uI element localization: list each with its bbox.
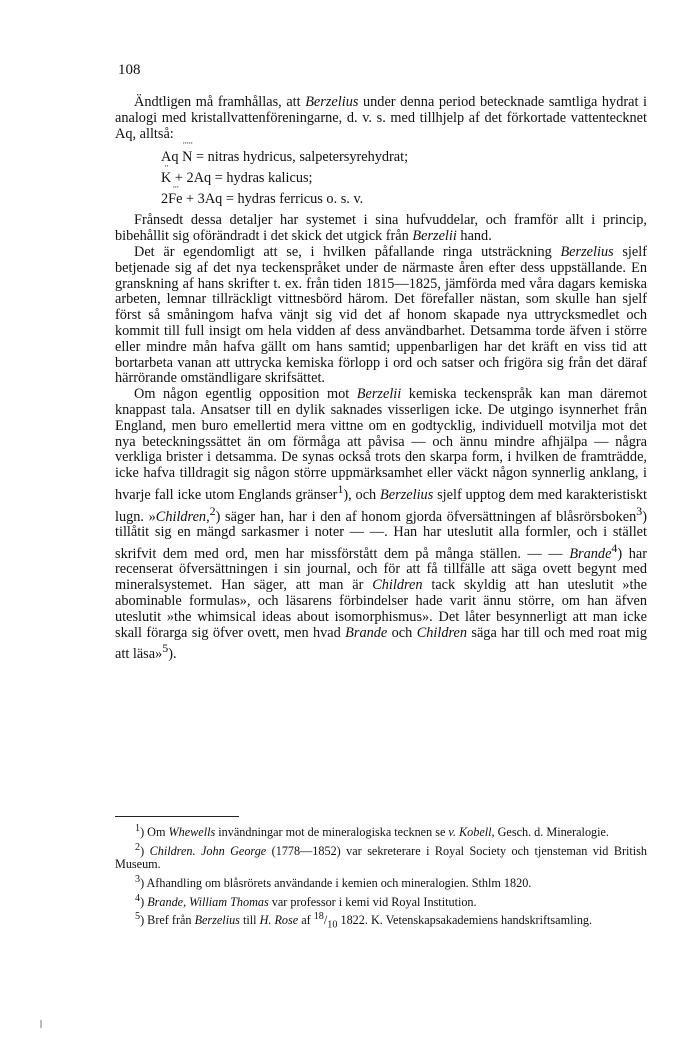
name-children: Children xyxy=(372,577,423,594)
text-run: ) xyxy=(140,843,150,858)
text-run: Ändtligen må framhållas, att xyxy=(134,94,306,110)
name-berzelius: Berzelius xyxy=(305,94,359,110)
name-whewells: Whewells xyxy=(168,825,216,840)
formula-prefix: 2 xyxy=(161,191,169,208)
scan-mark xyxy=(40,1020,42,1028)
paragraph-1 xyxy=(115,95,647,142)
date-month: 10 xyxy=(327,919,338,931)
main-text xyxy=(115,95,647,663)
name-children: Children. John George xyxy=(149,843,267,858)
footnote-ref: 5 xyxy=(162,641,169,656)
footnote-1 xyxy=(115,822,647,840)
text-run: hand. xyxy=(456,228,492,245)
name-children: Children xyxy=(416,624,467,641)
footnote-divider xyxy=(115,816,239,817)
date-day: 18 xyxy=(313,911,324,923)
text-run: ) Om xyxy=(140,825,169,840)
text-run: och xyxy=(387,624,417,641)
formula-symbol: ····· N xyxy=(182,147,192,168)
text-run: tack skyldig att han uteslutit »the abominable formulas», och läsarens förbindelser hade varit ännu större, om han äfven uteslutit »the whimsical ideas about isomorphismus». Det låter besynnerligt att man icke skall förarga sig öfver ovett, men hvad xyxy=(115,577,647,641)
name-berzelius: Berzelius xyxy=(380,486,434,503)
text-run: ) tillåtit sig en mängd sarkasmer i noter — —. Han har uteslutit alla formler, och i stället skrifvit dem med ord, men har missförstått dem på många ställen. — — xyxy=(115,508,647,562)
page-number: 108 xyxy=(118,62,141,78)
footnote-number: 3 xyxy=(135,873,141,885)
formula-nitras xyxy=(161,147,647,168)
text-run: ) säger han, har i den af honom gjorda öfversättningen af blåsrörsboken xyxy=(215,508,637,525)
name-berzelius: Berzelius xyxy=(194,913,240,928)
footnote-5 xyxy=(115,910,647,932)
text-run: sjelf upptog dem med karakteristiskt lugn. » xyxy=(115,486,647,525)
footnote-ref: 4 xyxy=(611,540,618,555)
name-berzelii: Berzelii xyxy=(356,386,402,403)
footnote-ref: 2 xyxy=(209,503,216,518)
text-run: ). xyxy=(168,646,177,663)
formula-text: = nitras hydricus, salpetersyrehydrat; xyxy=(192,149,409,166)
text-run: säga har till och med roat mig att läsa» xyxy=(115,624,648,663)
text-run: Om någon egentlig opposition mot xyxy=(134,386,357,403)
text-run: invändningar mot de mineralogiska tecknen se xyxy=(215,825,449,840)
name-berzelius: Berzelius xyxy=(560,243,614,260)
paragraph-2 xyxy=(115,213,647,245)
text-run: kemiska teckenspråk kan man däremot knappast tala. Ansatser till en dylik saknades visserligen icke. De utgingo isynnerhet från England, men buro emellertid mera vittne om en godtycklig, individuell motvilja mot det nya beteckningssättet än om förmåga att påvisa — och ännu mindre afhjälpa — några verkliga brister i detsamma. De synas också trots den skarpa form, i hvilken de framträdde, icke hafva tilldragit sig någon större uppmärksamhet eller väckt någon synnerlig anklang, i hvarje fall icke utom Englands gränser xyxy=(115,386,647,503)
text-run: ) Bref från xyxy=(140,913,195,928)
date-slash: / xyxy=(323,913,328,928)
text-run: Gesch. d. Mineralogie. xyxy=(494,825,609,840)
text-run: ), och xyxy=(343,486,381,503)
name-kobell: v. Kobell, xyxy=(448,825,495,840)
text-run: Frånsedt dessa detaljer har systemet i sina hufvuddelar, och framför allt i princip, bibehållit sig oförändradt i det skick det utgick från xyxy=(115,212,647,245)
footnote-number: 2 xyxy=(135,841,141,853)
text-run: ) har recenserat öfversättningen i sin journal, och för att få tillfälle att säga ovett begynt med mineralsystemet. Han säger, att man är xyxy=(115,545,647,594)
footnote-2 xyxy=(115,841,647,872)
paragraph-4 xyxy=(115,387,647,663)
footnote-ref: 3 xyxy=(636,503,643,518)
formula-text: + 3Aq = hydras ferricus o. s. v. xyxy=(182,191,364,208)
formula-prefix: Aq xyxy=(161,149,183,166)
name-children: Children, xyxy=(155,508,210,525)
formula-kalicus xyxy=(161,168,647,189)
text-run: 1822. K. Vetenskapsakademiens handskriftsamling. xyxy=(337,913,593,928)
text-run: Det är egendomligt att se, i hvilken påfallande ringa utsträckning xyxy=(134,243,561,260)
name-brande: Brande xyxy=(345,624,388,641)
footnote-number: 5 xyxy=(135,911,141,923)
text-run: af xyxy=(298,913,314,928)
footnote-3 xyxy=(115,873,647,891)
formula-symbol: ·· K xyxy=(161,168,171,189)
name-brande: Brande, William Thomas xyxy=(147,894,269,909)
formula-block xyxy=(161,147,647,210)
name-berzelii: Berzelii xyxy=(412,228,457,245)
footnotes xyxy=(115,822,647,933)
text-run: till xyxy=(239,913,260,928)
text-run: under denna period betecknade samtliga hydrat i analogi med kristallvattenföreningarne, d. v. s. med tillhjelp af det förkortade vattentecknet Aq, alltså: xyxy=(115,94,647,142)
footnote-number: 1 xyxy=(135,823,141,834)
footnote-number: 4 xyxy=(135,892,141,904)
formula-ferricus xyxy=(161,189,647,210)
text-run: (1778—1852) var sekreterare i Royal Society och tjensteman vid British Museum. xyxy=(115,843,648,872)
name-brande: Brande xyxy=(569,545,612,562)
footnote-ref: 1 xyxy=(337,481,344,496)
text-run: ) Afhandling om blåsrörets användande i kemien och mineralogien. Sthlm 1820. xyxy=(140,875,532,890)
paragraph-3 xyxy=(115,245,647,387)
text-run: ) xyxy=(140,894,148,909)
formula-symbol: ··· Fe xyxy=(168,189,182,210)
name-rose: H. Rose xyxy=(259,913,299,928)
formula-text: + 2Aq = hydras kalicus; xyxy=(171,170,313,187)
text-run: sjelf betjenade sig af det nya teckenspråket under de närmaste åren efter dess uppställande. En granskning af hans skrifter t. ex. från tiden 1815—1825, jämförda med våra dagars kemiska arbeten, lemnar tillräckligt vittnesbörd härom. Det förefaller nästan, som skulle han sjelf först så småningom hafva vänjt sig vid det af honom skapade nya uttrycksmedlet och kommit till full insigt om hela vidden af dess användbarhet. Detsamma torde äfven i större eller mindre mån hafva gällt om hans samtid; uppenbarligen har det kräft en viss tid att bortarbeta vanan att uttrycka kemiska förlopp i ord och satser och frigöra sig från det däraf härrörande omständligare skrifsättet. xyxy=(115,243,647,387)
footnote-4 xyxy=(115,892,647,910)
text-run: var professor i kemi vid Royal Institution. xyxy=(268,894,477,909)
